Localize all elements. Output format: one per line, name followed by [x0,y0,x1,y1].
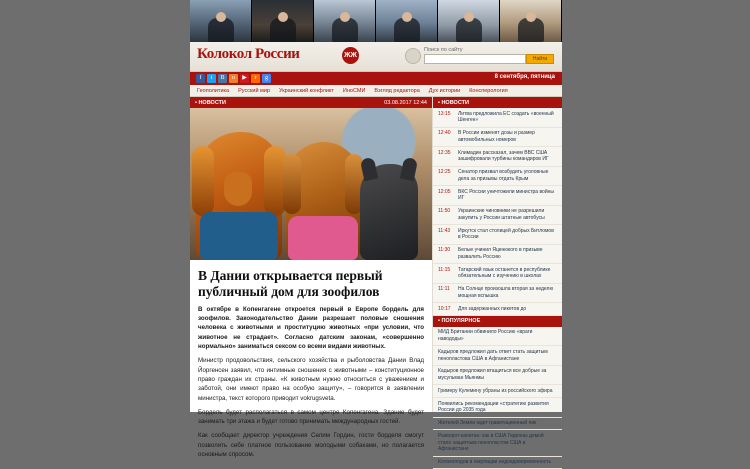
facebook-icon[interactable]: f [196,74,205,83]
list-item[interactable] [433,147,562,167]
news-time: 11:15 [438,267,454,273]
sidebar-popular-header: • ПОПУЛЯРНОЕ [433,316,562,327]
list-item[interactable] [433,245,562,265]
list-item[interactable] [433,327,562,347]
news-time: 12:35 [438,150,454,156]
news-time: 11:50 [438,208,454,214]
dog-left [196,132,282,260]
news-time: 10:17 [438,306,454,312]
news-text: Сенатор призвал возбудить уголовные дела за призывы отдать Крым [458,169,557,183]
twitter-icon[interactable]: t [207,74,216,83]
list-item[interactable] [433,206,562,226]
popular-text: Кадыров предложил втащиться все добрые за мусульман Мьянмы [438,368,557,382]
site-logo[interactable]: Колокол России [197,46,300,63]
list-item[interactable] [433,128,562,148]
social-bar [190,72,562,85]
search-input[interactable] [424,54,526,64]
news-text: Татарский язык останется в республике обязательным с изучению в школах [458,267,557,281]
list-item[interactable] [433,264,562,284]
site-frame [190,42,562,412]
list-item[interactable] [433,284,562,304]
youtube-icon[interactable]: ▶ [240,74,249,83]
news-time: 12:40 [438,130,454,136]
popular-list [433,327,562,469]
strip-photo-1 [190,0,252,42]
article-column [190,97,432,412]
bell-icon[interactable] [405,48,421,64]
list-item[interactable] [433,346,562,366]
strip-photo-4 [376,0,438,42]
article-lead: В октябре в Копенгагене откроется первый в Европе бордель для зоофилов. Законодательство Дании разрешает половые сношения человека с животными и проституцию животных «при условии, что животное не страдает». Согласно датским законам, «совершенно нормально» заниматься сексом со всеми видами животных. [190,305,432,356]
dog-right [360,164,418,260]
popular-text: Появились рекомендации «стратегию развития России до 2035 года [438,401,557,415]
list-item[interactable] [433,186,562,206]
popular-text: МИД Британии обвинило Россию «враги навододы» [438,329,557,343]
article-timestamp: 03.08.2017 12:44 [384,100,427,106]
news-text: Литва предложила ЕС создать «военный Шенген» [458,111,557,125]
odnoklassniki-icon[interactable]: o [229,74,238,83]
sidebar-news-header: • НОВОСТИ [433,97,562,108]
article-paragraph-0: Министр продовольствия, сельского хозяйства и рыболовства Дании Влад Йоргенсен заявил, что интимные сношения с животными – конституционное право граждан их страны. «К животным нужно относиться с уважением и заботой, они имеют право на особую защиту», – говорится в заявлении министра, текст которого приводит vokrugsveta. [190,356,432,407]
list-item[interactable] [433,366,562,386]
news-time: 11:30 [438,247,454,253]
news-time: 11:43 [438,228,454,234]
dog-middle [286,142,360,260]
article-hero-image [190,108,432,260]
nav-item-0[interactable]: Геополитика [197,88,229,94]
search-box [424,47,554,64]
search-label: Поиск по сайту [424,47,554,53]
list-item[interactable] [433,457,562,469]
news-time: 12:25 [438,169,454,175]
list-item[interactable] [433,167,562,187]
nav-item-5[interactable]: Дух истории [429,88,460,94]
news-text: В России изменят дозы и размер автомобильных номеров [458,130,557,144]
search-button[interactable]: Найти [526,54,554,64]
article-paragraph-2: Как сообщает директор учреждения Селим Гордин, гости борделя смогут позволить себе платное пользование молодыми собаками, но полагается основным спросом. [190,431,432,464]
popular-text: Разворот-капитан: как в США Гедеоны домой стало защитным пенопластом США в Афганистане [438,433,557,453]
news-text: Украинские чиновники не разрешили закупить у России штатные автобусы [458,208,557,222]
strip-photo-5 [438,0,500,42]
list-item[interactable] [433,430,562,456]
news-text: На Солнце произошла вторая за неделю мощная вспышка [458,286,557,300]
article-section-bar [190,97,432,108]
strip-photo-6 [500,0,562,42]
nav-item-3[interactable]: ИноСМИ [343,88,366,94]
list-item[interactable] [433,385,562,398]
nav-item-6[interactable]: Консперология [469,88,507,94]
news-text: Климадин рассказал, зачем ВВС США зашифровали турбины командиров ИГ [458,150,557,164]
popular-text: Кадыров предложил дать ответ стать защитым пенопластова США в Афганистане [438,349,557,363]
news-text: Для задержанных пикетов до [458,306,526,313]
article-section-label: • НОВОСТИ [195,100,226,106]
content-columns [190,97,562,412]
article-headline: В Дании открывается первый публичный дом для зоофилов [190,260,432,305]
list-item[interactable] [433,108,562,128]
list-item[interactable] [433,418,562,431]
article-paragraph-1: Бордель будет располагаться в самом центре Копенгагена. Здание будет занимать три этажа и будет готово принимать международных гостей. [190,408,432,432]
strip-photo-3 [314,0,376,42]
nav-item-1[interactable]: Русский мир [238,88,270,94]
news-time: 11:11 [438,286,454,292]
nav-item-2[interactable]: Украинский конфликт [279,88,334,94]
rss-icon[interactable]: r [251,74,260,83]
logo-badge-icon[interactable]: ЖЖ [342,47,359,64]
list-item[interactable] [433,398,562,418]
list-item[interactable] [433,225,562,245]
popular-text: Колоколодов в оккупации недоедовеременность [438,459,551,466]
list-item[interactable] [433,303,562,316]
google-plus-icon[interactable]: g [262,74,271,83]
main-nav [190,85,562,97]
popular-text: Гримеру Кулемину убраны из российского эфира [438,388,553,395]
article-body [190,356,432,464]
news-text: Белые учинил Яценюкого в призыве развалить Россию [458,247,557,261]
vk-icon[interactable]: B [218,74,227,83]
popular-text: Жителей Земли ждет гравитационный пик [438,420,536,427]
news-text: Иркутск стал столицей добрых Битломов в России [458,228,557,242]
strip-photo-2 [252,0,314,42]
news-time: 12:05 [438,189,454,195]
nav-item-4[interactable]: Взгляд редактора [374,88,419,94]
masthead [190,42,562,72]
news-text: ВКС России уничтожили министра войны ИГ [458,189,557,203]
sidebar [432,97,562,412]
news-time: 13:15 [438,111,454,117]
current-date: 8 сентября, пятница [495,74,555,80]
top-photo-strip [190,0,562,42]
